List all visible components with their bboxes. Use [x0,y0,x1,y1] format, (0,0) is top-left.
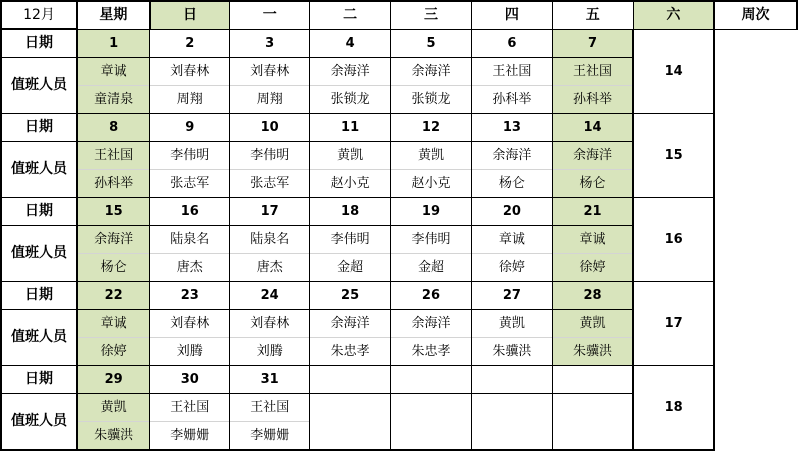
date-cell-fri: 6 [471,29,552,57]
staff-name-cell [552,421,633,450]
staff-name-cell: 刘春林 [150,309,230,337]
staff-name-cell: 朱骥洪 [552,337,633,365]
date-cell-mon: 30 [150,365,230,393]
date-cell-sun: 8 [77,113,150,141]
staff-name-cell: 黄凯 [391,141,472,169]
day-header-wed: 三 [391,1,472,29]
staff-row-label: 值班人员 [1,57,77,113]
staff-name-cell: 杨仑 [471,169,552,197]
staff-name-cell [310,393,391,421]
staff-name-cell: 徐婷 [552,253,633,281]
staff-name-cell: 李伟明 [310,225,391,253]
staff-name-cell: 刘春林 [230,309,310,337]
date-cell-sun: 29 [77,365,150,393]
date-row [1,281,797,309]
staff-name-cell: 陆泉名 [230,225,310,253]
date-cell-thu: 5 [391,29,472,57]
month-cell: 12月 [1,1,77,29]
staff-name-cell: 余海洋 [391,57,472,85]
staff-name-cell: 朱骥洪 [471,337,552,365]
date-row-label: 日期 [1,281,77,309]
weekday-header: 星期 [77,1,150,29]
week-number-cell: 15 [633,113,714,197]
date-cell-mon: 16 [150,197,230,225]
staff-name-cell [471,393,552,421]
staff-name-cell: 金超 [310,253,391,281]
staff-name-cell: 张锁龙 [391,85,472,113]
staff-name-cell: 赵小克 [391,169,472,197]
staff-name-cell: 李伟明 [230,141,310,169]
staff-name-cell: 黄凯 [77,393,150,421]
date-cell-thu: 19 [391,197,472,225]
staff-name-cell: 刘春林 [150,57,230,85]
date-cell-wed: 18 [310,197,391,225]
staff-name-cell: 章诚 [77,309,150,337]
staff-name-cell: 刘春林 [230,57,310,85]
staff-name-cell: 朱忠孝 [310,337,391,365]
date-cell-sun: 22 [77,281,150,309]
date-row [1,197,797,225]
day-header-thu: 四 [471,1,552,29]
date-row-label: 日期 [1,365,77,393]
staff-name-cell: 王社国 [150,393,230,421]
date-cell-fri: 20 [471,197,552,225]
date-cell-thu: 26 [391,281,472,309]
staff-name-cell: 周翔 [150,85,230,113]
date-cell-tue: 3 [230,29,310,57]
staff-row-label: 值班人员 [1,309,77,365]
date-cell-sun: 1 [77,29,150,57]
staff-name-cell: 张锁龙 [310,85,391,113]
date-cell-wed: 25 [310,281,391,309]
date-row [1,365,797,393]
header-row [1,1,797,29]
staff-name-cell: 王社国 [471,57,552,85]
staff-name-cell [471,421,552,450]
staff-name-cell: 黄凯 [552,309,633,337]
date-cell-sat: 28 [552,281,633,309]
staff-name-cell: 孙科举 [471,85,552,113]
staff-name-cell: 王社国 [230,393,310,421]
week-number-cell: 16 [633,197,714,281]
staff-name-cell: 余海洋 [310,309,391,337]
date-cell-tue: 17 [230,197,310,225]
staff-name-cell: 李姗姗 [230,421,310,450]
staff-name-cell: 朱骥洪 [77,421,150,450]
day-header-sun: 日 [150,1,230,29]
date-cell-sat [552,365,633,393]
staff-name-cell: 李伟明 [150,141,230,169]
staff-row-label: 值班人员 [1,225,77,281]
staff-name-cell: 徐婷 [77,337,150,365]
date-cell-wed: 11 [310,113,391,141]
staff-name-cell: 李伟明 [391,225,472,253]
date-cell-wed: 4 [310,29,391,57]
date-cell-mon: 9 [150,113,230,141]
staff-name-cell: 陆泉名 [150,225,230,253]
staff-name-cell: 周翔 [230,85,310,113]
week-number-header: 周次 [714,1,797,29]
date-cell-sat: 21 [552,197,633,225]
date-cell-thu: 12 [391,113,472,141]
day-header-tue: 二 [310,1,391,29]
date-cell-thu [391,365,472,393]
staff-name-cell: 王社国 [77,141,150,169]
date-cell-mon: 23 [150,281,230,309]
staff-name-cell: 张志军 [230,169,310,197]
staff-name-cell: 余海洋 [77,225,150,253]
date-cell-mon: 2 [150,29,230,57]
date-cell-tue: 10 [230,113,310,141]
staff-name-cell: 徐婷 [471,253,552,281]
day-header-mon: 一 [230,1,310,29]
staff-name-cell: 刘腾 [150,337,230,365]
staff-name-cell: 朱忠孝 [391,337,472,365]
staff-name-cell: 章诚 [471,225,552,253]
staff-name-cell: 唐杰 [150,253,230,281]
date-cell-tue: 24 [230,281,310,309]
staff-row-label: 值班人员 [1,141,77,197]
day-header-fri: 五 [552,1,633,29]
date-cell-wed [310,365,391,393]
week-number-cell: 17 [633,281,714,365]
week-number-cell: 18 [633,365,714,450]
staff-name-cell: 余海洋 [552,141,633,169]
date-row [1,113,797,141]
date-cell-sun: 15 [77,197,150,225]
staff-name-cell: 余海洋 [391,309,472,337]
staff-name-cell: 孙科举 [77,169,150,197]
staff-name-cell [391,393,472,421]
date-row-label: 日期 [1,113,77,141]
staff-name-cell: 张志军 [150,169,230,197]
date-row-label: 日期 [1,197,77,225]
date-cell-tue: 31 [230,365,310,393]
date-cell-sat: 7 [552,29,633,57]
staff-name-cell: 孙科举 [552,85,633,113]
date-cell-fri: 27 [471,281,552,309]
date-cell-fri [471,365,552,393]
staff-name-cell: 黄凯 [471,309,552,337]
staff-name-cell: 余海洋 [310,57,391,85]
staff-name-cell: 余海洋 [471,141,552,169]
staff-name-cell [310,421,391,450]
staff-name-cell: 章诚 [77,57,150,85]
staff-name-cell: 王社国 [552,57,633,85]
staff-name-cell: 刘腾 [230,337,310,365]
date-row [1,29,797,57]
date-cell-fri: 13 [471,113,552,141]
staff-name-cell: 杨仑 [552,169,633,197]
day-header-sat: 六 [633,1,714,29]
staff-name-cell: 章诚 [552,225,633,253]
staff-name-cell: 赵小克 [310,169,391,197]
staff-row-label: 值班人员 [1,393,77,450]
staff-name-cell: 杨仑 [77,253,150,281]
staff-name-cell: 黄凯 [310,141,391,169]
date-cell-sat: 14 [552,113,633,141]
week-number-cell: 14 [633,29,714,113]
staff-name-cell [391,421,472,450]
staff-name-cell: 金超 [391,253,472,281]
date-row-label: 日期 [1,29,77,57]
staff-name-cell [552,393,633,421]
staff-name-cell: 童清泉 [77,85,150,113]
staff-name-cell: 唐杰 [230,253,310,281]
staff-name-cell: 李姗姗 [150,421,230,450]
